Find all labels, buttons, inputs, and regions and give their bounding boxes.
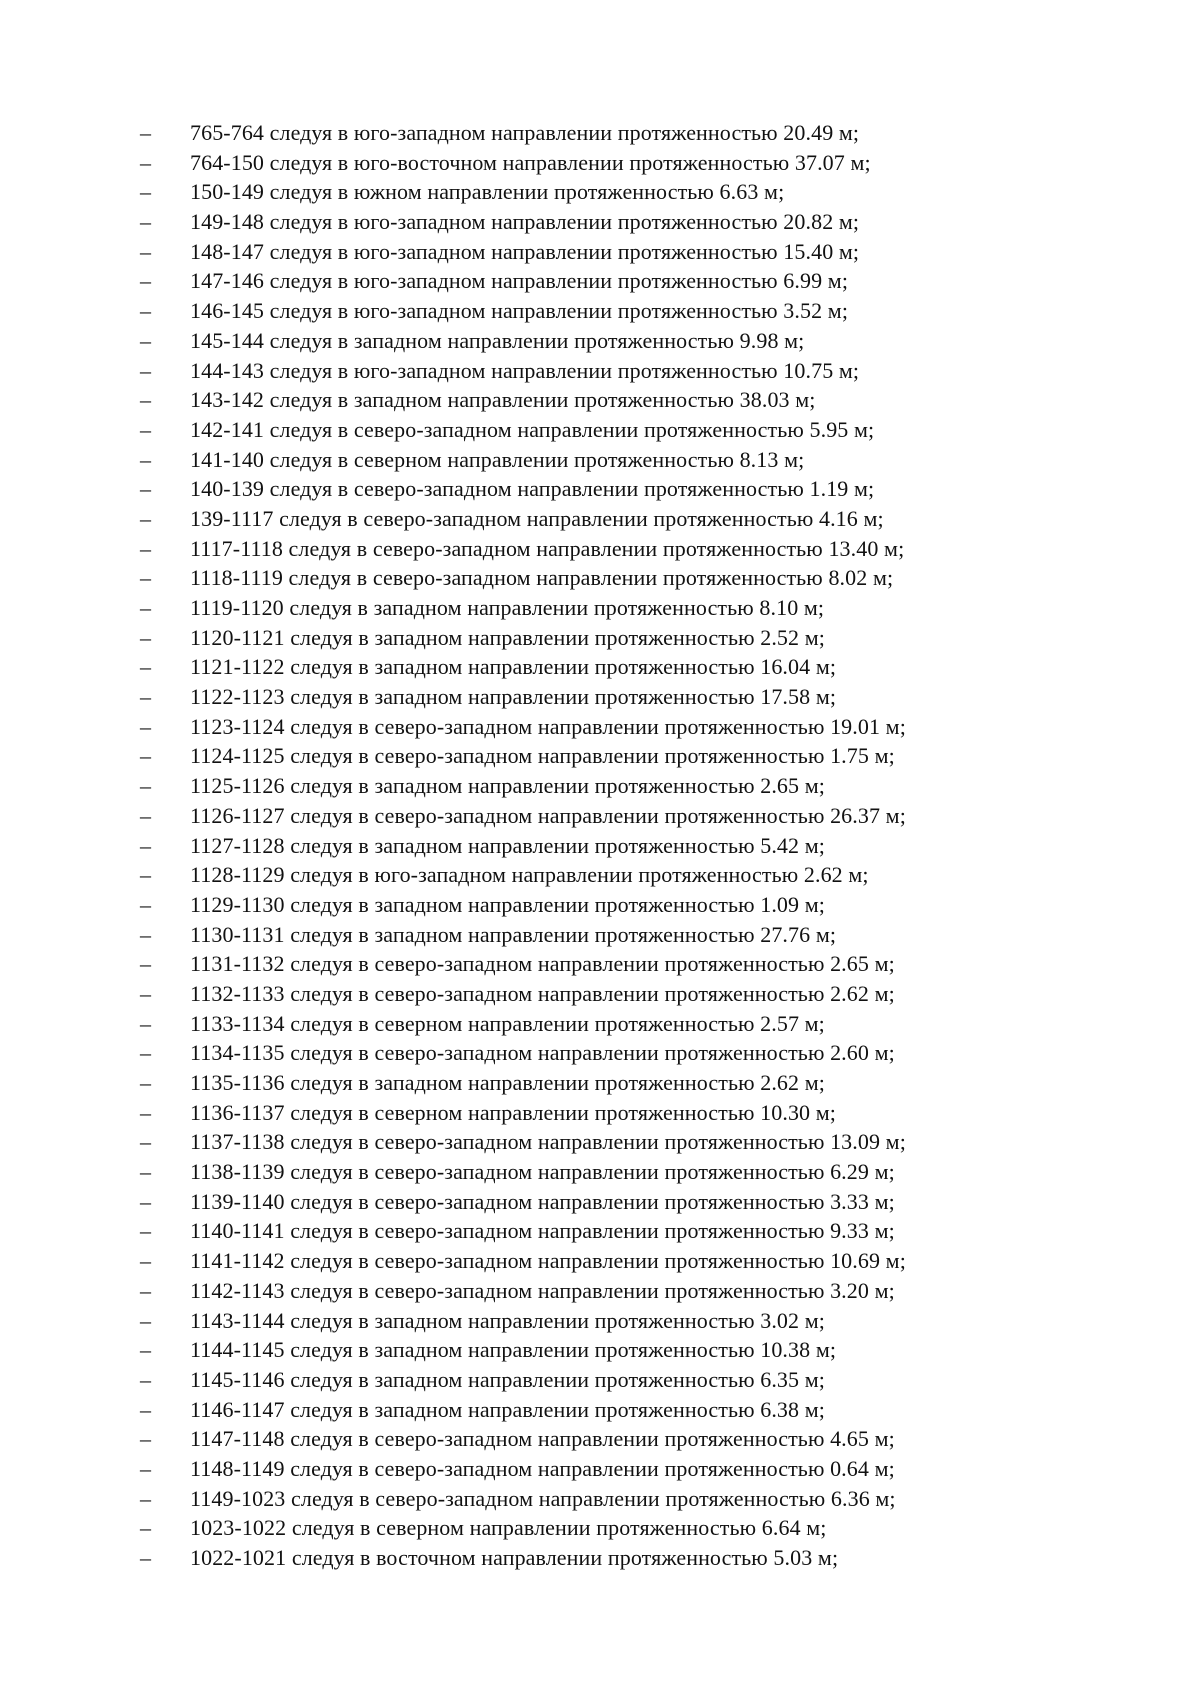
list-item-text: 1134-1135 следуя в северо-западном направлении протяженностью 2.60 м; [190,1040,895,1066]
list-item [140,1365,1140,1395]
list-item [140,445,1140,475]
list-item [140,1276,1140,1306]
list-item [140,1246,1140,1276]
list-item-text: 1147-1148 следуя в северо-западном направлении протяженностью 4.65 м; [190,1426,895,1452]
list-item-text: 1142-1143 следуя в северо-западном направлении протяженностью 3.20 м; [190,1277,895,1303]
list-item [140,296,1140,326]
list-item [140,1216,1140,1246]
list-item-text: 1137-1138 следуя в северо-западном направлении протяженностью 13.09 м; [190,1129,906,1155]
list-item-text: 1022-1021 следуя в восточном направлении протяженностью 5.03 м; [190,1545,839,1570]
list-item-text: 764-150 следуя в юго-восточном направлении протяженностью 37.07 м; [190,149,871,175]
list-item [140,890,1140,920]
list-item [140,682,1140,712]
bullet-dash: – [140,862,151,888]
bullet-dash: – [140,179,151,205]
bullet-dash: – [140,268,151,294]
list-item-text: 139-1117 следуя в северо-западном направлении протяженностью 4.16 м; [190,505,884,531]
bullet-dash: – [140,802,151,828]
bullet-dash: – [140,773,151,799]
list-item-text: 1140-1141 следуя в северо-западном направлении протяженностью 9.33 м; [190,1218,895,1244]
list-item-text: 142-141 следуя в северо-западном направлении протяженностью 5.95 м; [190,416,875,442]
bullet-dash: – [140,891,151,917]
list-item-text: 148-147 следуя в юго-западном направлении протяженностью 15.40 м; [190,238,860,264]
list-item-text: 143-142 следуя в западном направлении протяженностью 38.03 м; [190,387,816,413]
list-item-text: 141-140 следуя в северном направлении протяженностью 8.13 м; [190,446,805,472]
list-item-text: 150-149 следуя в южном направлении протяженностью 6.63 м; [190,179,785,205]
list-item-text: 1138-1139 следуя в северо-западном направлении протяженностью 6.29 м; [190,1159,895,1185]
bullet-dash: – [140,1485,151,1511]
bullet-dash: – [140,357,151,383]
list-item [140,1424,1140,1454]
list-item [140,118,1140,148]
list-item [140,712,1140,742]
list-item-text: 1023-1022 следуя в северном направлении протяженностью 6.64 м; [190,1515,827,1541]
bullet-dash: – [140,1010,151,1036]
bullet-dash: – [140,654,151,680]
list-item-text: 1143-1144 следуя в западном направлении протяженностью 3.02 м; [190,1307,825,1333]
list-item [140,741,1140,771]
list-item [140,534,1140,564]
list-item [140,474,1140,504]
bullet-dash: – [140,1070,151,1095]
list-item-text: 1135-1136 следуя в западном направлении протяженностью 2.62 м; [190,1070,825,1095]
list-item [140,1068,1140,1098]
bullet-dash: – [140,327,151,353]
list-item [140,1098,1140,1128]
list-item [140,623,1140,653]
list-item [140,979,1140,1009]
bullet-dash: – [140,1337,151,1363]
list-item [140,949,1140,979]
list-item [140,1187,1140,1217]
list-item [140,207,1140,237]
list-item-text: 1149-1023 следуя в северо-западном направлении протяженностью 6.36 м; [190,1485,896,1511]
list-item-text: 765-764 следуя в юго-западном направлении протяженностью 20.49 м; [190,120,860,145]
bullet-dash: – [140,535,151,561]
bullet-dash: – [140,832,151,858]
list-item-text: 1141-1142 следуя в северо-западном направлении протяженностью 10.69 м; [190,1248,906,1274]
list-item [140,504,1140,534]
list-item-text: 1133-1134 следуя в северном направлении протяженностью 2.57 м; [190,1010,825,1036]
bullet-dash: – [140,238,151,264]
list-item-text: 1139-1140 следуя в северо-западном направлении протяженностью 3.33 м; [190,1188,895,1214]
bullet-dash: – [140,1159,151,1185]
list-item-text: 1146-1147 следуя в западном направлении протяженностью 6.38 м; [190,1396,825,1422]
bullet-dash: – [140,1515,151,1541]
bullet-dash: – [140,1366,151,1392]
list-item [140,415,1140,445]
bullet-dash: – [140,624,151,650]
list-item-text: 1120-1121 следуя в западном направлении протяженностью 2.52 м; [190,624,825,650]
list-item [140,652,1140,682]
list-item [140,237,1140,267]
list-item [140,801,1140,831]
list-item-text: 1145-1146 следуя в западном направлении протяженностью 6.35 м; [190,1366,825,1392]
bullet-dash: – [140,1188,151,1214]
bullet-dash: – [140,387,151,413]
bullet-dash: – [140,980,151,1006]
bullet-dash: – [140,565,151,591]
list-item [140,356,1140,386]
bullet-dash: – [140,416,151,442]
bullet-dash: – [140,1277,151,1303]
list-item [140,326,1140,356]
list-item-text: 1132-1133 следуя в северо-западном направлении протяженностью 2.62 м; [190,980,895,1006]
list-item-text: 1129-1130 следуя в западном направлении протяженностью 1.09 м; [190,891,825,917]
list-item [140,385,1140,415]
list-item [140,831,1140,861]
list-item [140,860,1140,890]
list-item [140,1306,1140,1336]
list-item [140,1543,1140,1573]
bullet-dash: – [140,1426,151,1452]
list-item-text: 1144-1145 следуя в западном направлении протяженностью 10.38 м; [190,1337,837,1363]
list-item-text: 1148-1149 следуя в северо-западном направлении протяженностью 0.64 м; [190,1455,895,1481]
list-item-text: 1117-1118 следуя в северо-западном направлении протяженностью 13.40 м; [190,535,905,561]
bullet-dash: – [140,1307,151,1333]
bullet-dash: – [140,298,151,324]
list-item-text: 1131-1132 следуя в северо-западном направлении протяженностью 2.65 м; [190,951,895,977]
bullet-dash: – [140,1040,151,1066]
list-item-text: 1119-1120 следуя в западном направлении протяженностью 8.10 м; [190,595,825,620]
list-item-text: 144-143 следуя в юго-западном направлении протяженностью 10.75 м; [190,357,860,383]
list-item [140,177,1140,207]
bullet-dash: – [140,743,151,769]
list-item [140,148,1140,178]
list-item-text: 1127-1128 следуя в западном направлении протяженностью 5.42 м; [190,832,825,858]
bullet-dash: – [140,595,151,620]
bullet-dash: – [140,209,151,235]
list-item-text: 147-146 следуя в юго-западном направлении протяженностью 6.99 м; [190,268,849,294]
list-item-text: 1128-1129 следуя в юго-западном направлении протяженностью 2.62 м; [190,862,869,888]
bullet-dash: – [140,446,151,472]
bullet-dash: – [140,476,151,502]
list-item-text: 145-144 следуя в западном направлении протяженностью 9.98 м; [190,327,805,353]
bullet-dash: – [140,1129,151,1155]
list-item [140,1484,1140,1514]
bullet-dash: – [140,120,151,145]
list-item [140,1127,1140,1157]
bullet-dash: – [140,1396,151,1422]
list-item [140,1038,1140,1068]
list-item [140,1157,1140,1187]
list-item [140,771,1140,801]
list-item [140,1454,1140,1484]
bullet-dash: – [140,713,151,739]
list-item-text: 1122-1123 следуя в западном направлении протяженностью 17.58 м; [190,684,837,710]
list-item [140,920,1140,950]
list-item-text: 1126-1127 следуя в северо-западном направлении протяженностью 26.37 м; [190,802,906,828]
list-item-text: 1121-1122 следуя в западном направлении протяженностью 16.04 м; [190,654,837,680]
bullet-dash: – [140,1099,151,1125]
bullet-dash: – [140,1248,151,1274]
bullet-dash: – [140,1218,151,1244]
list-item [140,1513,1140,1543]
bullet-dash: – [140,149,151,175]
list-item-text: 1130-1131 следуя в западном направлении протяженностью 27.76 м; [190,921,837,947]
bullet-dash: – [140,921,151,947]
list-item [140,1395,1140,1425]
bullet-dash: – [140,951,151,977]
list-item [140,563,1140,593]
bullet-dash: – [140,1545,151,1570]
list-item-text: 1124-1125 следуя в северо-западном направлении протяженностью 1.75 м; [190,743,895,769]
list-item [140,1009,1140,1039]
boundary-segment-list [140,118,1140,1573]
list-item-text: 140-139 следуя в северо-западном направлении протяженностью 1.19 м; [190,476,875,502]
bullet-dash: – [140,505,151,531]
list-item-text: 1118-1119 следуя в северо-западном направлении протяженностью 8.02 м; [190,565,894,591]
list-item [140,266,1140,296]
list-item-text: 146-145 следуя в юго-западном направлении протяженностью 3.52 м; [190,298,849,324]
list-item-text: 1123-1124 следуя в северо-западном направлении протяженностью 19.01 м; [190,713,906,739]
bullet-dash: – [140,1455,151,1481]
list-item-text: 1125-1126 следуя в западном направлении протяженностью 2.65 м; [190,773,825,799]
list-item-text: 149-148 следуя в юго-западном направлении протяженностью 20.82 м; [190,209,860,235]
list-item-text: 1136-1137 следуя в северном направлении протяженностью 10.30 м; [190,1099,836,1125]
list-item [140,1335,1140,1365]
list-item [140,593,1140,623]
bullet-dash: – [140,684,151,710]
